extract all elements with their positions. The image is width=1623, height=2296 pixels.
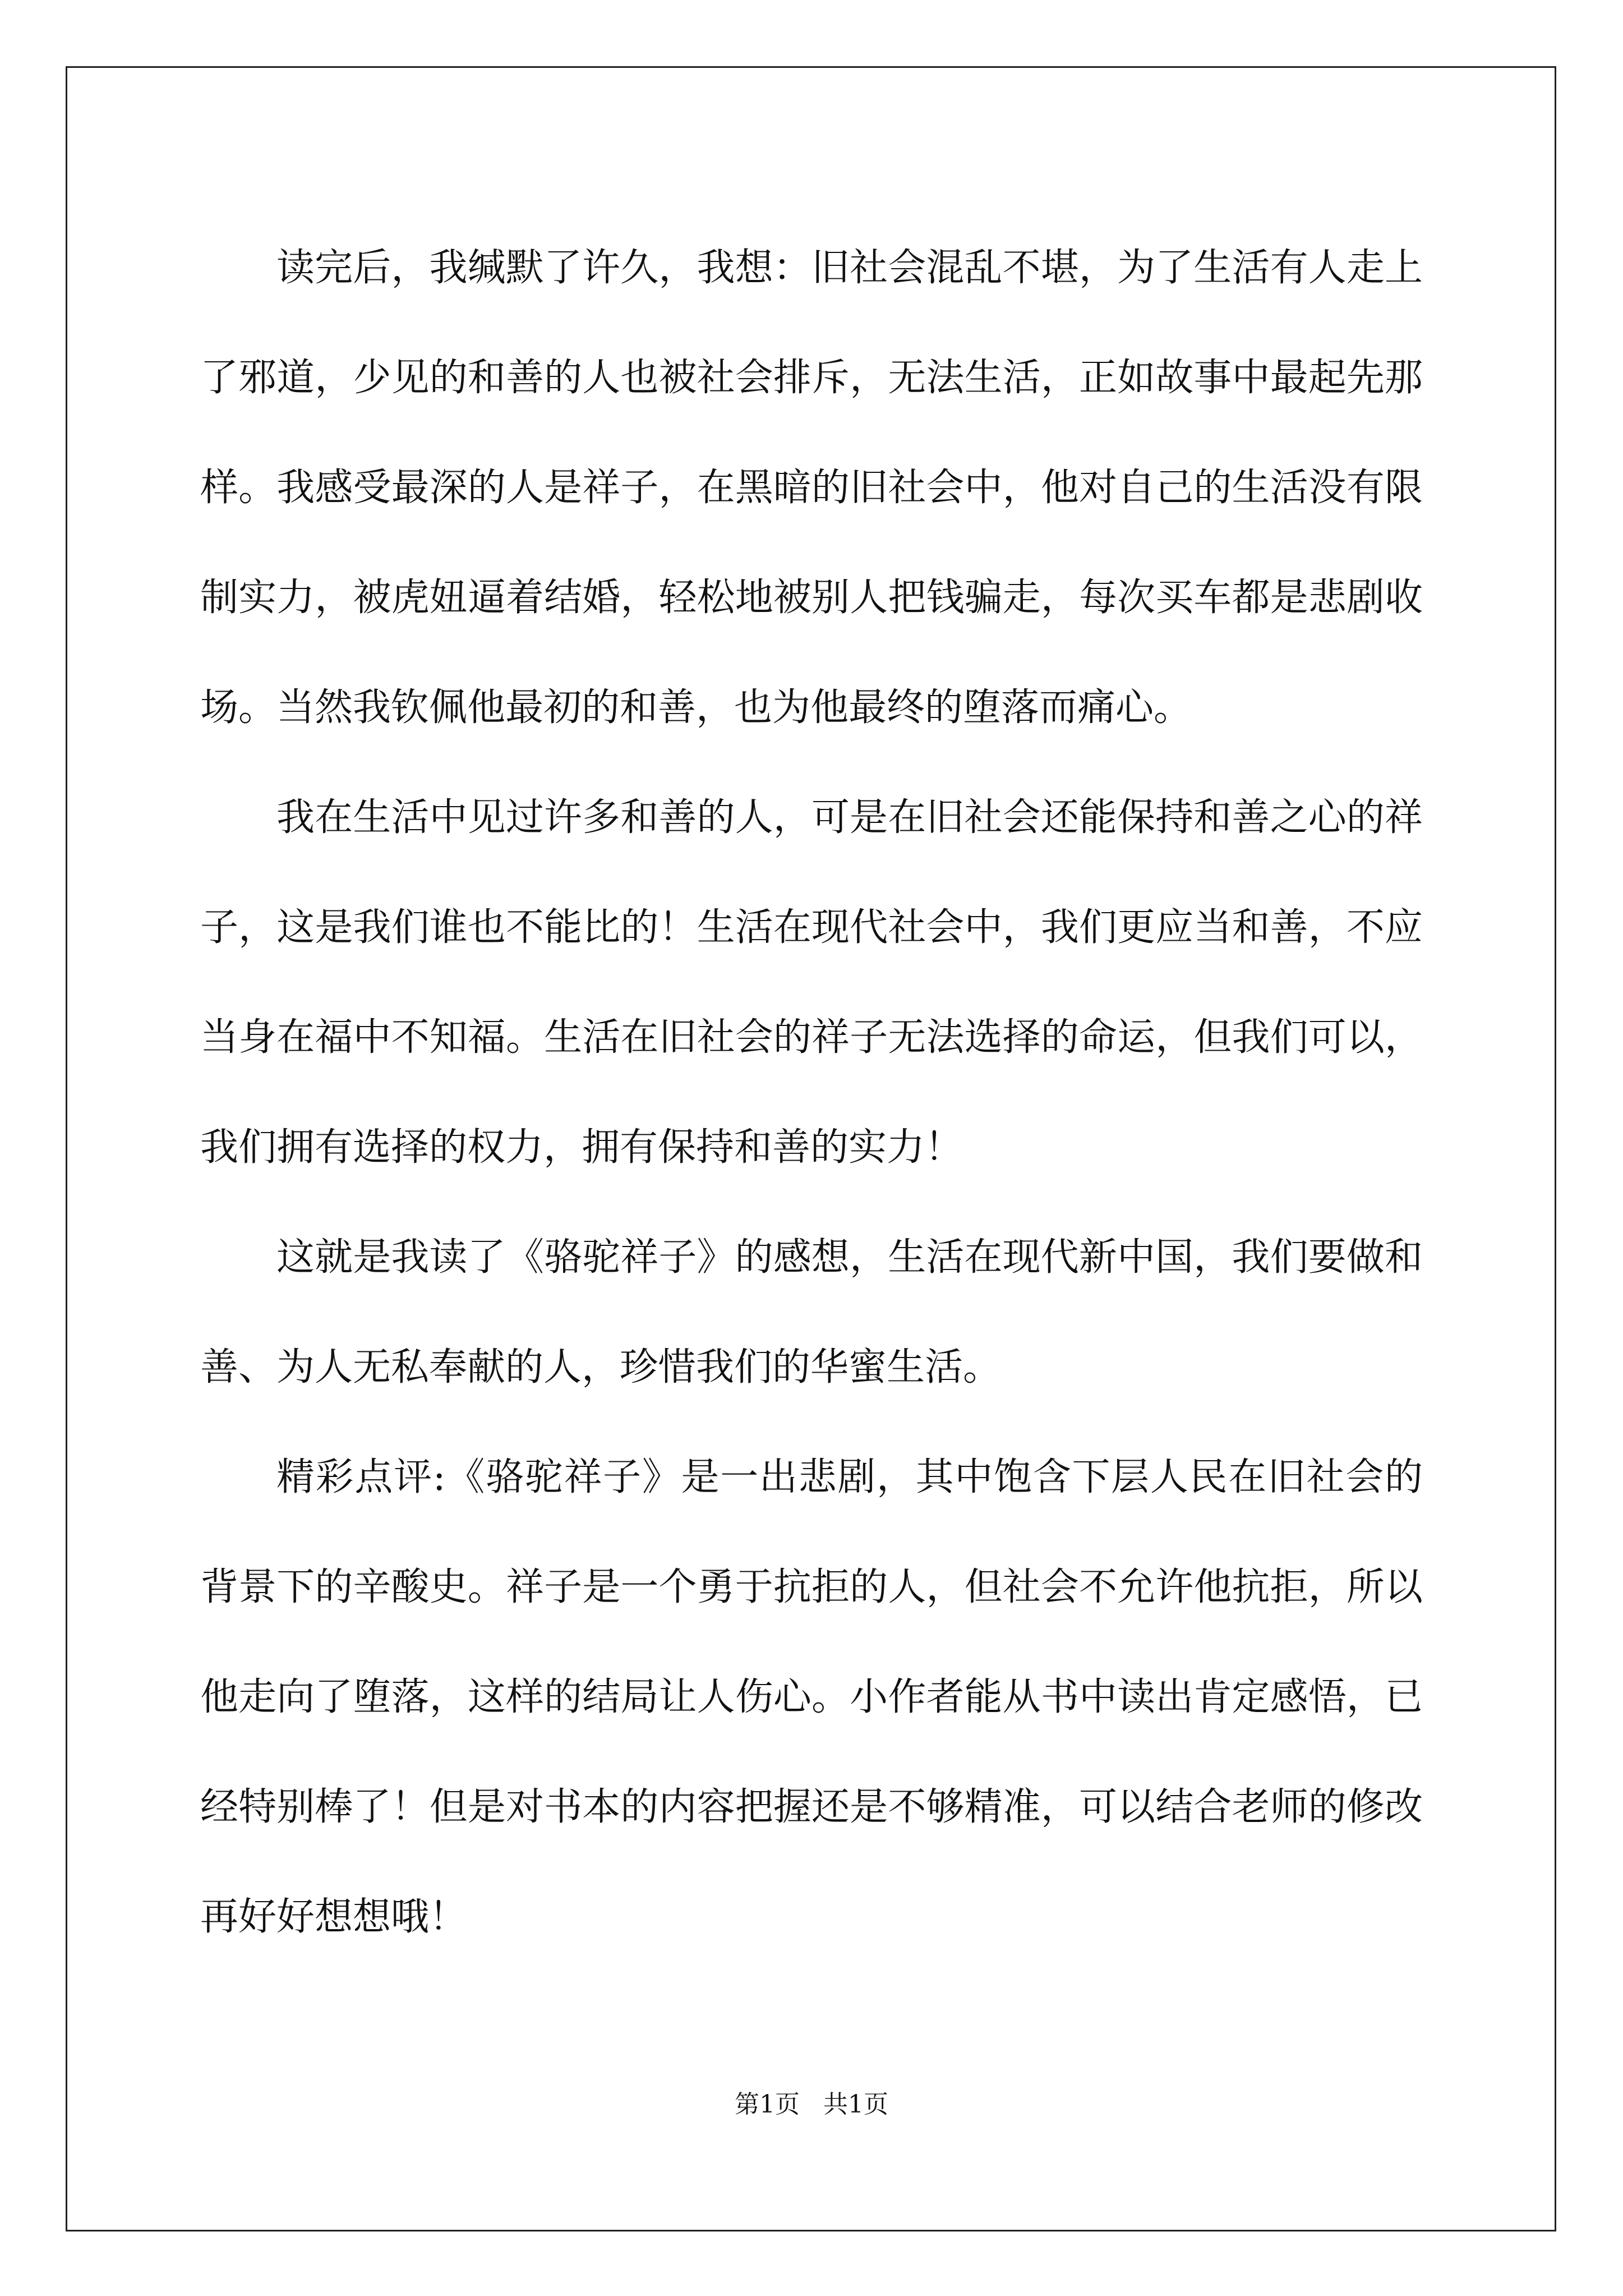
paragraph-4: 精彩点评:《骆驼祥子》是一出悲剧，其中饱含下层人民在旧社会的背景下的辛酸史。祥子是一个勇于抗拒的人，但社会不允许他抗拒，所以他走向了堕落，这样的结局让人伤心。小作者能从书中读出肯定感悟，已经特别棒了！但是对书本的内容把握还是不够精准，可以结合老师的修改再好好想想哦！ [200,1455,1423,1939]
page-number: 第1页 [735,2090,800,2119]
page-total: 共1页 [823,2090,888,2119]
page-footer [0,2088,1623,2122]
document-body [200,213,1423,1972]
paragraph-3: 这就是我读了《骆驼祥子》的感想，生活在现代新中国，我们要做和善、为人无私奉献的人，珍惜我们的华蜜生活。 [200,1235,1423,1389]
paragraph-2: 我在生活中见过许多和善的人，可是在旧社会还能保持和善之心的祥子，这是我们谁也不能比的！生活在现代社会中，我们更应当和善，不应当身在福中不知福。生活在旧社会的祥子无法选择的命运，但我们可以，我们拥有选择的权力，拥有保持和善的实力！ [200,795,1423,1170]
paragraph-1: 读完后，我缄默了许久，我想：旧社会混乱不堪，为了生活有人走上了邪道，少见的和善的人也被社会排斥，无法生活，正如故事中最起先那样。我感受最深的人是祥子，在黑暗的旧社会中，他对自己的生活没有限制实力，被虎妞逼着结婚，轻松地被别人把钱骗走，每次买车都是悲剧收场。当然我钦佩他最初的和善，也为他最终的堕落而痛心。 [200,246,1423,730]
